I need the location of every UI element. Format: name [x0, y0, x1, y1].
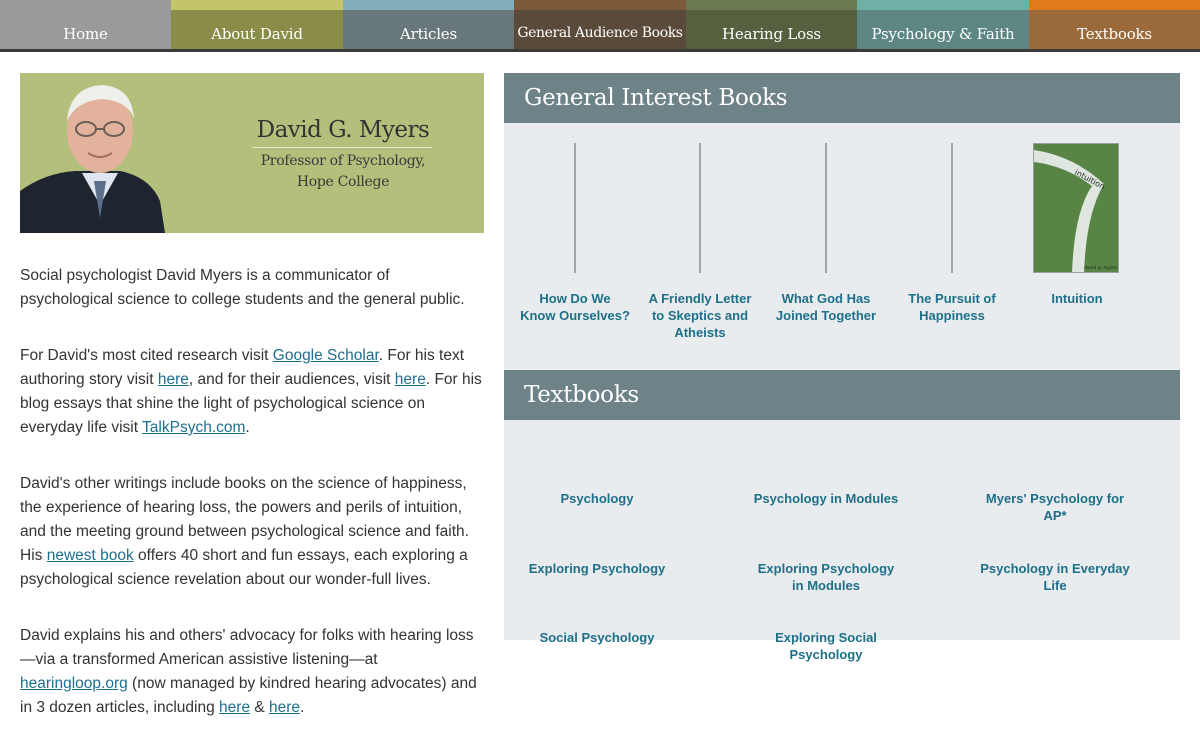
book-title-link[interactable]: A Friendly Letter to Skeptics and Atheists [648, 291, 752, 340]
nav-textbooks[interactable] [1029, 0, 1200, 49]
book-cover-placeholder [825, 143, 827, 273]
nav-about-david[interactable] [171, 0, 343, 49]
nav-color-bar [171, 0, 343, 10]
cover-author: david g. myers [1084, 266, 1118, 271]
intuition-book-cover[interactable] [1033, 143, 1119, 273]
bio-text: offers 40 short and fun essays, each exploring a psychological science revelation about our wonder-full lives. [20, 547, 468, 588]
book-title-link[interactable]: The Pursuit of Happiness [908, 291, 996, 323]
author-name: David G. Myers [256, 117, 430, 143]
nav-home-label: Home [63, 25, 108, 43]
bio-text: David explains his and others' advocacy for folks with hearing loss—via a transformed American assistive listening—at [20, 627, 474, 668]
textbook-link[interactable]: Psychology in Modules [753, 491, 899, 506]
bio-text: . For his blog essays that shine the light of psychological science on everyday life visit [20, 371, 482, 436]
nav-color-bar [686, 0, 857, 10]
author-title: Professor of Psychology, [260, 153, 426, 169]
textbook-link[interactable]: Social Psychology [539, 630, 655, 645]
bio-paragraph-1 [20, 264, 482, 312]
textbooks-panel [504, 420, 1180, 662]
textbook-link[interactable]: Exploring Psychology [528, 561, 666, 576]
book-title-link[interactable]: How Do We Know Ourselves? [520, 291, 630, 323]
bio-paragraph-2 [20, 344, 482, 440]
general-books-heading: General Interest Books [504, 73, 1180, 123]
cover-title: intuition [1073, 167, 1107, 192]
bio-text [20, 344, 482, 440]
nav-color-bar [857, 0, 1029, 10]
bio-text: David's other writings include books on the science of happiness, the experience of hearing loss, the powers and perils of intuition, and the meeting ground between psychological science and faith. His [20, 475, 469, 564]
author-affiliation: Hope College [296, 174, 390, 190]
bio-text: . For his text authoring story visit [20, 347, 465, 388]
nav-hearing-loss[interactable] [686, 0, 857, 49]
hearing-article-link-2[interactable]: here [269, 699, 301, 716]
bio-text: Social psychologist David Myers is a communicator of psychological science to college students and the general public. [20, 267, 465, 308]
bio-text: For David's most cited research visit [20, 347, 273, 364]
book-title-link[interactable]: What God Has Joined Together [775, 291, 877, 323]
google-scholar-link[interactable]: Google Scholar [272, 347, 379, 364]
nav-general-books-label: General Audience Books [517, 25, 683, 41]
nav-about-label: About David [211, 25, 303, 43]
book-cover-placeholder [574, 143, 576, 273]
textbook-link[interactable]: Exploring Social Psychology [775, 630, 877, 662]
book-title-link[interactable]: Intuition [1051, 291, 1103, 306]
nav-articles-label: Articles [399, 25, 457, 43]
textbook-link[interactable]: Myers' Psychology for AP* [985, 491, 1125, 523]
bio-text [20, 624, 482, 720]
nav-general-audience-books[interactable] [514, 0, 686, 49]
bio-text: (now managed by kindred hearing advocates) and in 3 dozen articles, including [20, 675, 477, 716]
textbook-link[interactable]: Psychology [560, 491, 634, 506]
nav-psychology-faith[interactable] [857, 0, 1029, 49]
main-navigation [0, 0, 1200, 52]
nav-color-bar [1029, 0, 1200, 10]
general-books-panel [504, 123, 1180, 370]
hearingloop-link[interactable]: hearingloop.org [20, 675, 128, 692]
nav-home[interactable] [0, 0, 171, 49]
book-cover-placeholder [951, 143, 953, 273]
nav-color-bar [514, 0, 686, 10]
nav-hearing-loss-label: Hearing Loss [722, 25, 821, 43]
bio-paragraph-3 [20, 472, 482, 592]
profile-banner [20, 73, 484, 233]
nav-articles[interactable] [343, 0, 514, 49]
nav-psych-faith-label: Psychology & Faith [871, 25, 1015, 43]
bio-text: & [250, 699, 270, 716]
newest-book-link[interactable]: newest book [46, 547, 134, 564]
talkpsych-link[interactable]: TalkPsych.com [142, 419, 246, 436]
bio-text [20, 472, 482, 592]
bio-text: . [300, 699, 305, 716]
hearing-article-link-1[interactable]: here [219, 699, 251, 716]
nav-color-bar [343, 0, 514, 10]
intuition-cover-art [1034, 144, 1119, 273]
textbooks-heading: Textbooks [504, 370, 1180, 420]
textbook-link[interactable]: Psychology in Everyday Life [980, 561, 1130, 593]
bio-text: . [245, 419, 250, 436]
bio-text: , and for their audiences, visit [188, 371, 395, 388]
nav-textbooks-label: Textbooks [1077, 25, 1152, 43]
authoring-story-link[interactable]: here [157, 371, 189, 388]
nav-divider [0, 49, 1200, 52]
book-cover-placeholder [699, 143, 701, 273]
name-divider [252, 147, 432, 148]
author-portrait [20, 73, 180, 233]
audiences-link[interactable]: here [394, 371, 426, 388]
bio-paragraph-4 [20, 624, 482, 720]
textbook-link[interactable]: Exploring Psychology in Modules [757, 561, 895, 593]
